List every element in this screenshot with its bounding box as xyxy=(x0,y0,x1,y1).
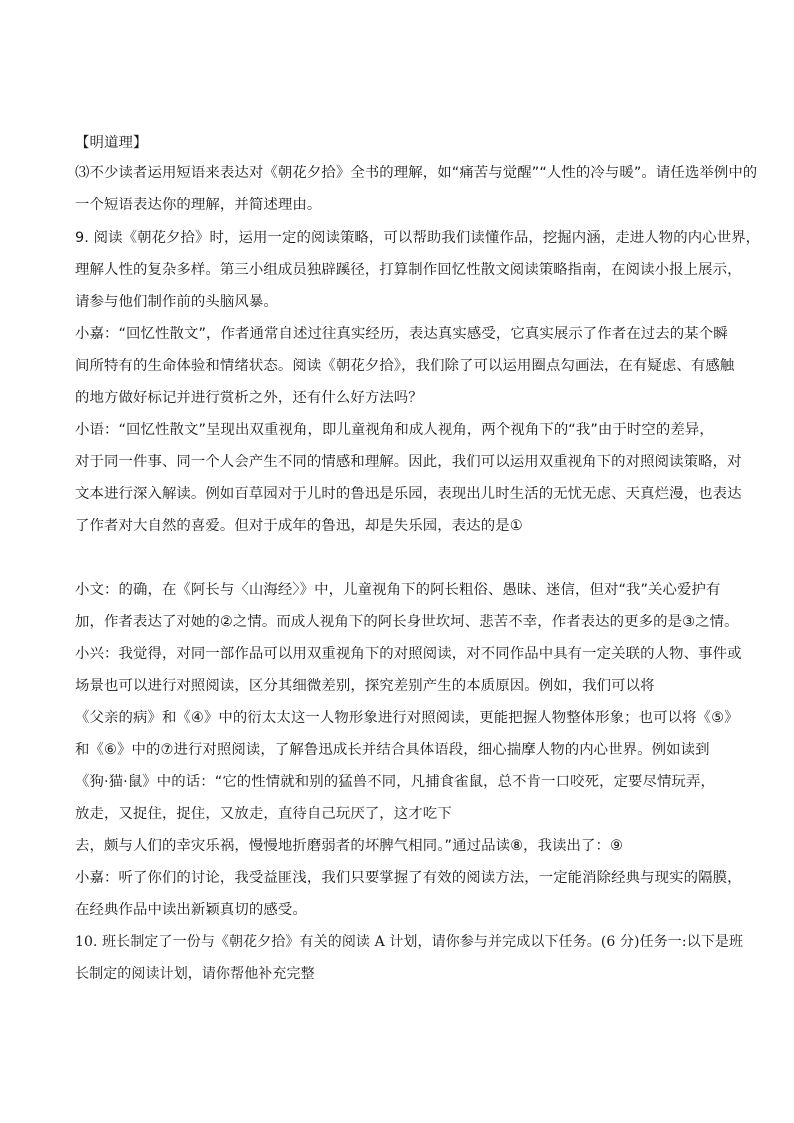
question-3-line-2: 一个短语表达你的理解，并简述理由。 xyxy=(75,197,322,213)
xiaojia-line-3: 的地方做好标记并进行赏析之外，还有什么好方法吗？ xyxy=(75,390,423,406)
xiaowen-line-2: 加，作者表达了对她的②之情。而成人视角下的阿长身世坎坷、悲苦不幸，作者表达的更多的是③之情。 xyxy=(75,614,739,630)
xiaoyu-line-2: 对于同一件事、同一个人会产生不同的情感和理解。因此，我们可以运用双重视角下的对照阅读策略，对 xyxy=(75,454,742,470)
xiaoxing-line-3: 《父亲的病》和《④》中的衍太太这一人物形象进行对照阅读，更能把握人物整体形象；也可以将《⑤》 xyxy=(75,710,739,726)
xiaoyu-line-3: 文本进行深入解读。例如百草园对于儿时的鲁迅是乐园，表现出儿时生活的无忧无虑、天真烂漫，也表达 xyxy=(75,486,742,502)
xiaojia-line-2: 间所特有的生命体验和情绪状态。阅读《朝花夕拾》，我们除了可以运用圈点勾画法，在有疑虑、有感触 xyxy=(75,358,735,374)
xiaoxing-line-1: 小兴：我觉得，对同一部作品可以用双重视角下的对照阅读，对不同作品中具有一定关联的人物、事件或 xyxy=(75,646,742,662)
xiaoxing-line-7: 去，颇与人们的幸灾乐祸，慢慢地折磨弱者的坏脾气相同。”通过品读⑧，我读出了：⑨ xyxy=(75,838,624,854)
xiaojia-closing-line-2: 在经典作品中读出新颖真切的感受。 xyxy=(75,902,307,918)
question-3-line-1: ⑶不少读者运用短语来表达对《朝花夕拾》全书的理解，如“痛苦与觉醒”“人性的冷与暖”。请任选举例中的 xyxy=(75,165,758,181)
question-10-line-2: 长制定的阅读计划，请你帮他补充完整 xyxy=(75,966,315,982)
question-10-line-1: 10. 班长制定了一份与《朝花夕拾》有关的阅读 A 计划，请你参与并完成以下任务。(6 分)任务一:以下是班 xyxy=(75,934,744,950)
xiaoyu-line-1: 小语：“回忆性散文”呈现出双重视角，即儿童视角和成人视角，两个视角下的“我”由于时空的差异， xyxy=(75,422,714,438)
xiaojia-line-1: 小嘉：“回忆性散文”，作者通常自述过往真实经历，表达真实感受，它真实展示了作者在过去的某个瞬 xyxy=(75,326,728,342)
question-9-intro-line-1: 9. 阅读《朝花夕拾》时，运用一定的阅读策略，可以帮助我们读懂作品，挖掘内涵，走进人物的内心世界， xyxy=(75,230,761,246)
xiaoxing-line-4: 和《⑥》中的⑦进行对照阅读，了解鲁迅成长并结合具体语段，细心揣摩人物的内心世界。例如读到 xyxy=(75,742,710,758)
xiaoxing-line-6: 放走，又捉住，捉住，又放走，直待自己玩厌了，这才吃下 xyxy=(75,806,452,822)
xiaowen-line-1: 小文：的确，在《阿长与〈山海经〉》中，儿童视角下的阿长粗俗、愚昧、迷信，但对“我”关心爱护有 xyxy=(75,582,721,598)
xiaoxing-line-2: 场景也可以进行对照阅读，区分其细微差别，探究差别产生的本质原因。例如，我们可以将 xyxy=(75,678,655,694)
section-heading: 【明道理】 xyxy=(75,135,148,151)
question-9-intro-line-3: 请参与他们制作前的头脑风暴。 xyxy=(75,294,278,310)
xiaoxing-line-5: 《狗·猫·鼠》中的话：“它的性情就和别的猛兽不同，凡捕食雀鼠，总不肯一口咬死，定要尽情玩弄， xyxy=(75,774,716,790)
question-9-intro-line-2: 理解人性的复杂多样。第三小组成员独辟蹊径，打算制作回忆性散文阅读策略指南，在阅读小报上展示， xyxy=(75,262,742,278)
xiaoyu-line-4: 了作者对大自然的喜爱。但对于成年的鲁迅，却是失乐园，表达的是① xyxy=(75,518,523,534)
xiaojia-closing-line-1: 小嘉：听了你们的讨论，我受益匪浅，我们只要掌握了有效的阅读方法，一定能消除经典与现实的隔膜， xyxy=(75,870,742,886)
